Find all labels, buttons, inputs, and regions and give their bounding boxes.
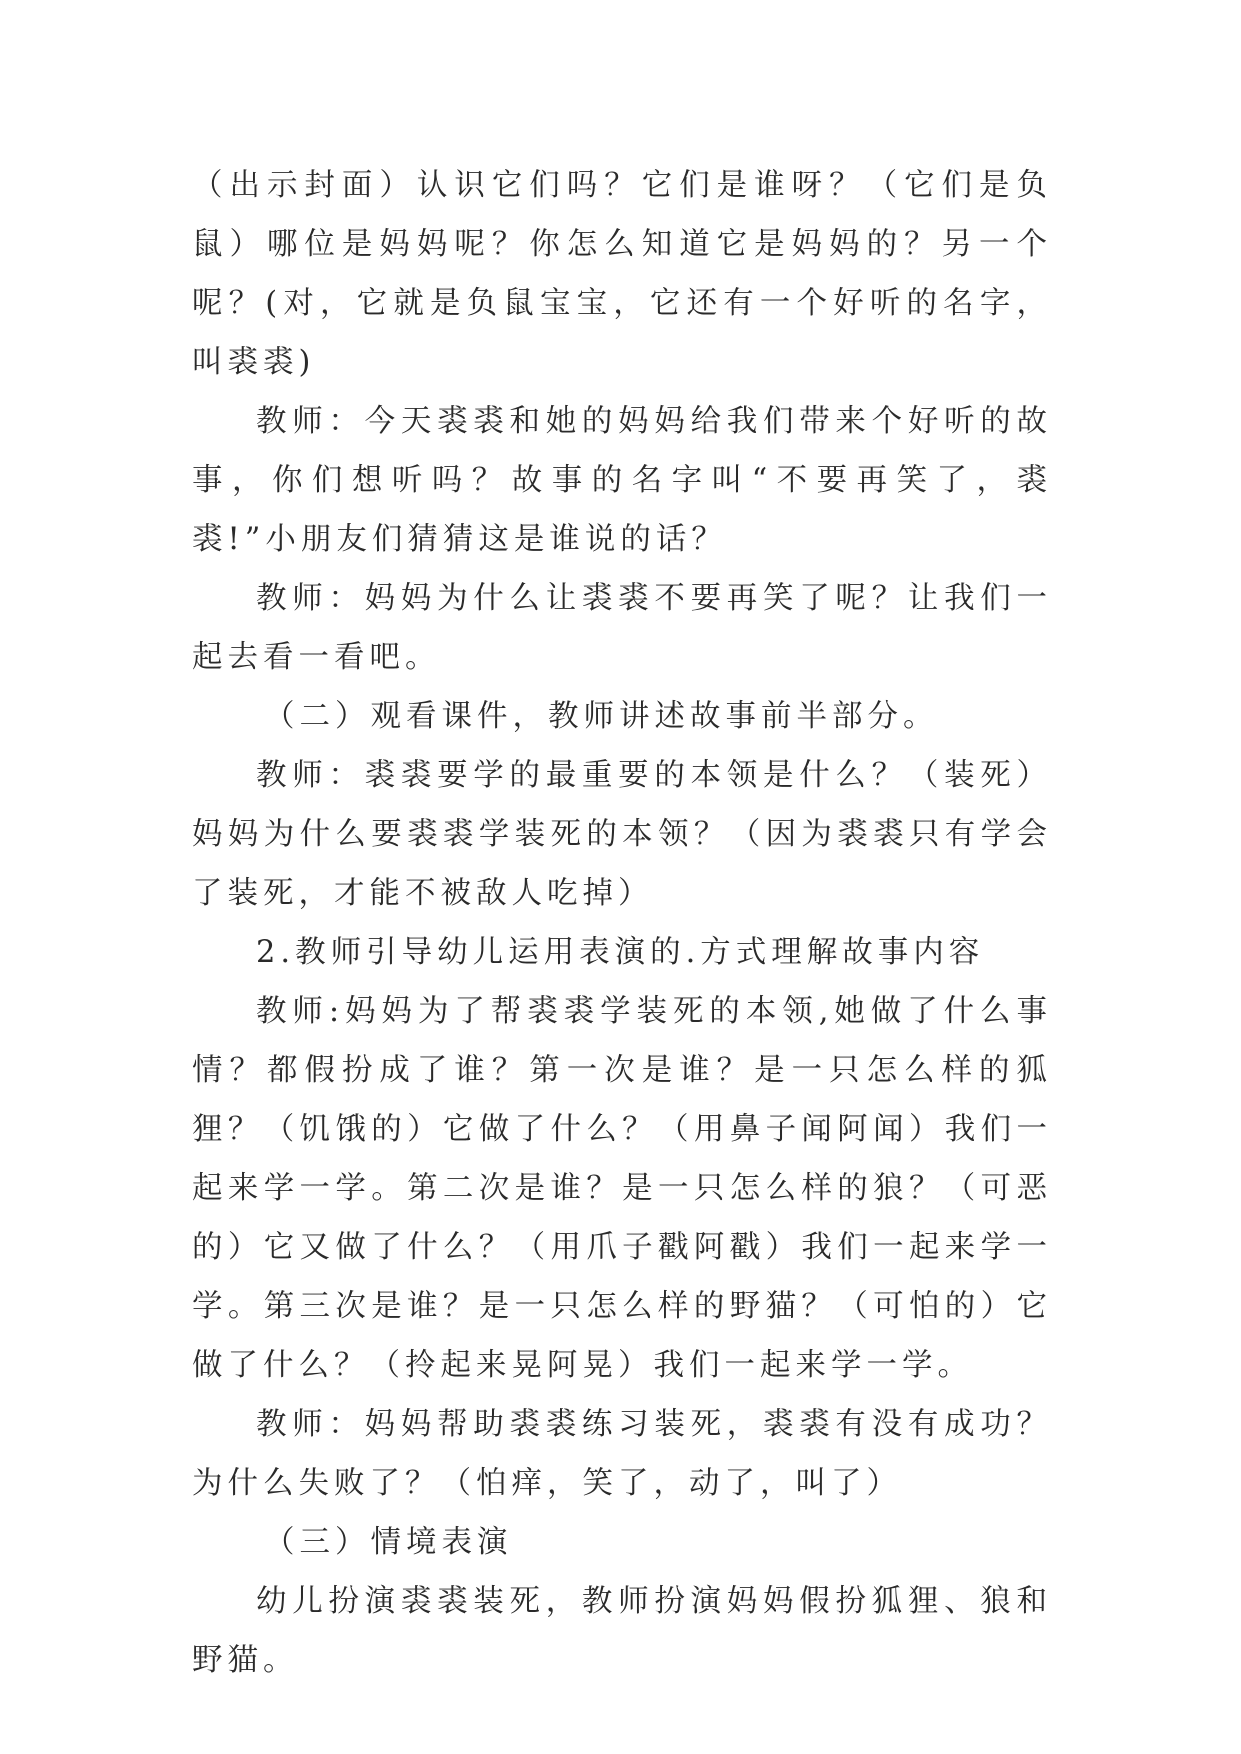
paragraph-role-play: 幼儿扮演裘裘装死，教师扮演妈妈假扮狐狸、狼和野猫。 [192,1584,1052,1678]
paragraph-play-dead-skill: 教师：裘裘要学的最重要的本领是什么？（装死）妈妈为什么要裘裘学装死的本领？（因为裘裘只有学会了装死，才能不被敌人吃掉） [192,758,1052,911]
document-body [192,156,1052,1690]
section-heading-3: （三）情境表演 [264,1525,513,1560]
paragraph-story-title: 教师：今天裘裘和她的妈妈给我们带来个好听的故事，你们想听吗？故事的名字叫“不要再笑了，裘裘!”小朋友们猜猜这是谁说的话？ [192,404,1052,557]
step-2-heading: 2.教师引导幼儿运用表演的.方式理解故事内容 [256,935,985,970]
paragraph-practice-result: 教师：妈妈帮助裘裘练习装死，裘裘有没有成功？为什么失败了？（怕痒，笑了，动了，叫了） [192,1407,1052,1501]
paragraph-why-stop-laughing: 教师：妈妈为什么让裘裘不要再笑了呢？让我们一起去看一看吧。 [192,581,1052,675]
paragraph-disguises: 教师:妈妈为了帮裘裘学装死的本领,她做了什么事情？都假扮成了谁？第一次是谁？是一只怎么样的狐狸？（饥饿的）它做了什么？（用鼻子闻阿闻）我们一起来学一学。第二次是谁？是一只怎么样的狼？（可恶的）它又做了什么？（用爪子戳阿戳）我们一起来学一学。第三次是谁？是一只怎么样的野猫？（可怕的）它做了什么？（拎起来晃阿晃）我们一起来学一学。 [192,994,1052,1383]
section-heading-2: （二）观看课件，教师讲述故事前半部分。 [264,699,939,734]
paragraph-cover-intro: （出示封面）认识它们吗？它们是谁呀？（它们是负鼠）哪位是妈妈呢？你怎么知道它是妈妈的？另一个呢？(对，它就是负鼠宝宝，它还有一个好听的名字，叫裘裘) [192,168,1052,380]
